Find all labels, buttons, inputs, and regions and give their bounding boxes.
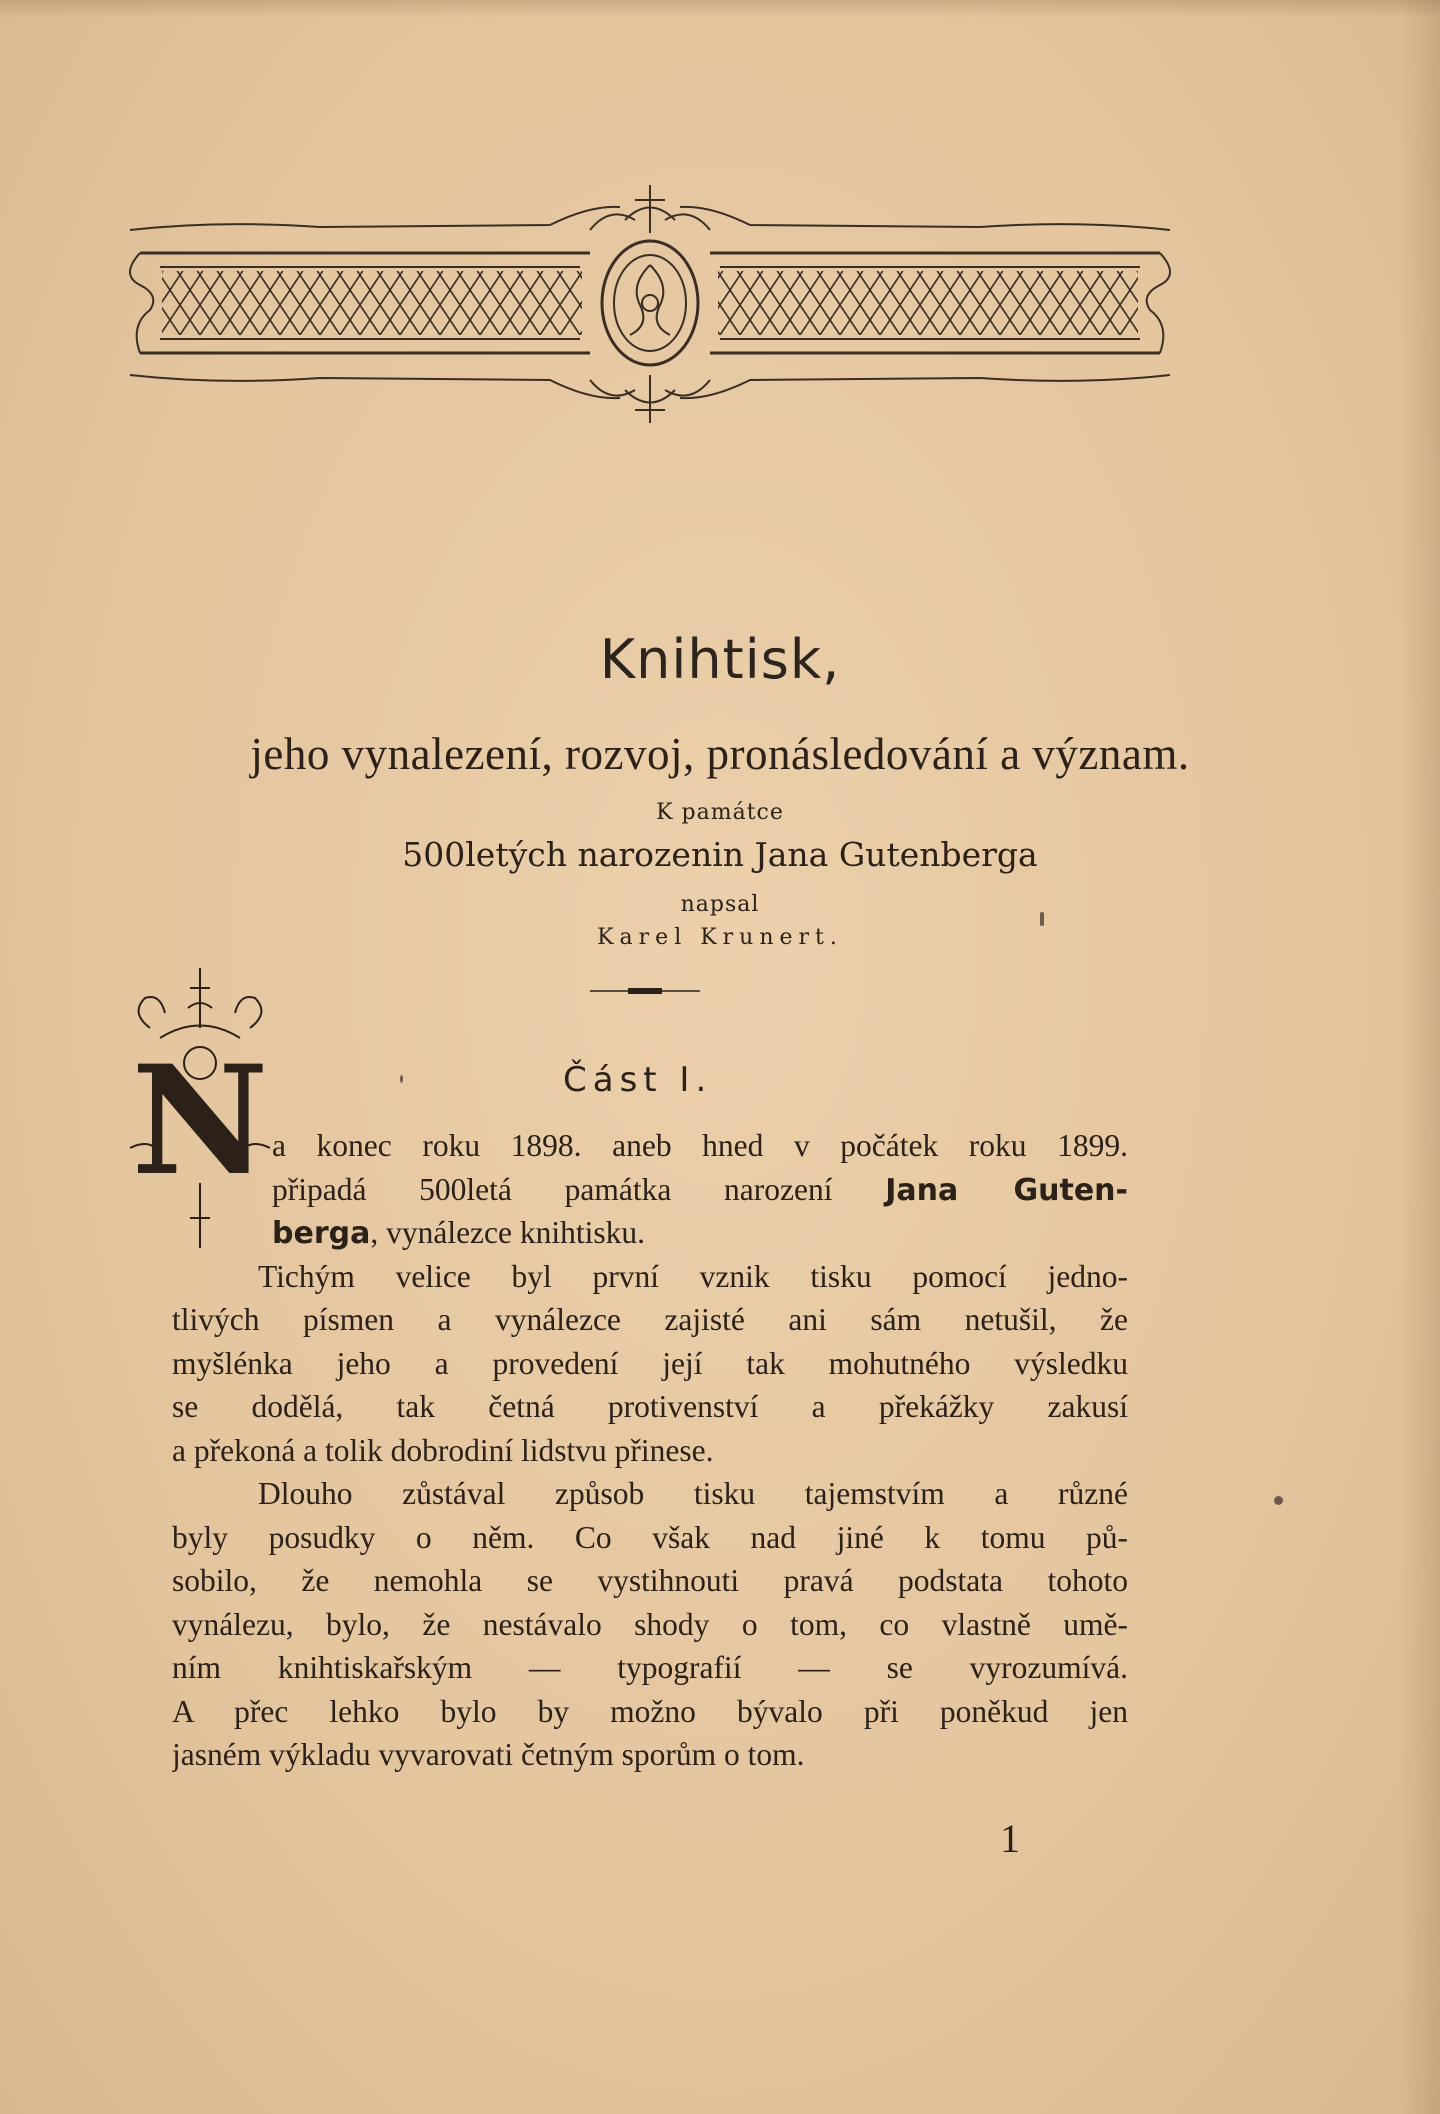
text-line: tlivých písmen a vynálezce zajisté ani sám netušil, že — [172, 1302, 1128, 1337]
text-line: a konec roku 1898. aneb hned v počátek roku 1899. — [272, 1128, 1128, 1163]
section-heading: Část I. — [563, 1060, 713, 1100]
page-edge-shadow-right — [1400, 0, 1440, 2114]
text-line: Tichým velice byl první vznik tisku pomocí jedno- — [258, 1258, 1128, 1294]
text-line: vynálezu, bylo, že nestávalo shody o tom, co vlastně umě- — [172, 1606, 1128, 1642]
book-subtitle: jeho vynalezení, rozvoj, pronásledování a význam. — [250, 729, 1190, 779]
paper-speck — [1040, 912, 1044, 926]
ornamental-headpiece-icon — [120, 185, 1180, 425]
dedication-line: K památce — [656, 800, 784, 825]
text-fragment: připadá 500letá památka narození — [272, 1171, 886, 1207]
text-line: myšlénka jeho a provedení její tak mohutného výsledku — [172, 1345, 1128, 1381]
page-number: 1 — [1000, 1816, 1020, 1861]
dash-divider-icon — [590, 985, 700, 997]
text-line: byly posudky o něm. Co však nad jiné k tomu pů- — [172, 1519, 1128, 1555]
emphasized-name: Jana Guten- — [885, 1172, 1128, 1208]
text-line: A přec lehko bylo by možno bývalo při poněkud jen — [172, 1693, 1128, 1729]
paper-speck — [400, 1075, 403, 1083]
dedication-subject: 500letých narozenin Jana Gutenberga — [402, 835, 1038, 874]
text-line: ním knihtiskařským — typografií — se vyrozumívá. — [172, 1650, 1128, 1685]
body-text — [172, 1124, 1128, 1777]
text-line — [272, 1168, 1128, 1212]
text-line: se dodělá, tak četná protivenství a překážky zakusí — [172, 1389, 1128, 1424]
text-fragment: , vynálezce knihtisku. — [370, 1215, 646, 1250]
author-name: Karel Krunert. — [597, 925, 843, 950]
drop-cap-letter: N — [131, 1033, 269, 1209]
book-title: Knihtisk, — [599, 628, 841, 691]
paper-speck — [1274, 1496, 1283, 1505]
text-line — [272, 1211, 1128, 1255]
text-line: jasném výkladu vyvarovati četným sporům o tom. — [172, 1737, 805, 1772]
emphasized-name: berga — [272, 1216, 371, 1251]
text-line: a překoná a tolik dobrodiní lidstvu přinese. — [172, 1432, 714, 1468]
text-line: Dlouho zůstával způsob tisku tajemstvím a různé — [258, 1476, 1128, 1511]
text-line: sobilo, že nemohla se vystihnouti pravá podstata tohoto — [172, 1563, 1128, 1598]
page-edge-shadow-top — [0, 0, 1440, 18]
byline-label: napsal — [680, 892, 760, 917]
